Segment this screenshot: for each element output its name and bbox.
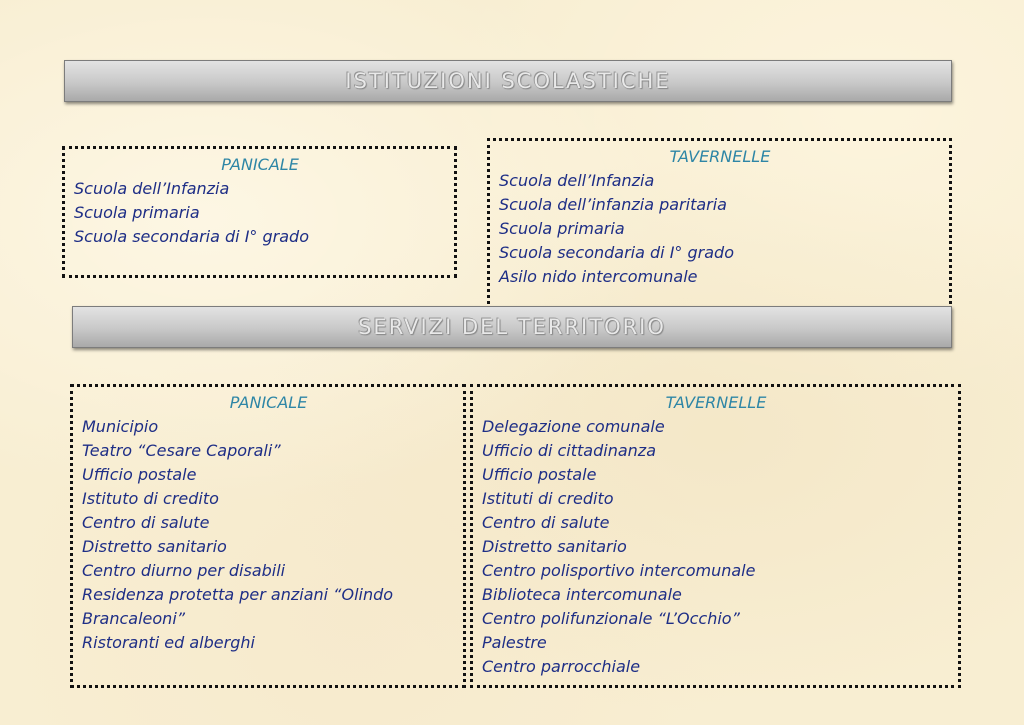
services-panicale-list <box>82 415 455 655</box>
list-item: Scuola dell’infanzia paritaria <box>499 195 727 214</box>
schools-panicale-title: PANICALE <box>221 155 299 174</box>
list-item: Distretto sanitario <box>82 537 227 556</box>
list-item: Distretto sanitario <box>482 537 627 556</box>
list-item: Centro diurno per disabili <box>82 561 286 580</box>
services-panicale-title: PANICALE <box>229 393 308 412</box>
list-item: Scuola dell’Infanzia <box>74 179 230 198</box>
list-item: Ufficio di cittadinanza <box>482 441 656 460</box>
list-item: Teatro “Cesare Caporali” <box>82 441 281 460</box>
services-panicale-box <box>70 384 466 688</box>
schools-tavernelle-list <box>499 169 941 289</box>
list-item: Brancaleoni” <box>82 609 186 628</box>
list-item: Centro polifunzionale “L’Occhio” <box>482 609 740 628</box>
services-tavernelle-box <box>470 384 961 688</box>
list-item: Ufficio postale <box>482 465 597 484</box>
list-item: Scuola primaria <box>74 203 200 222</box>
list-item: Centro polisportivo intercomunale <box>482 561 756 580</box>
list-item: Ristoranti ed alberghi <box>82 633 255 652</box>
list-item: Asilo nido intercomunale <box>499 267 698 286</box>
list-item: Municipio <box>82 417 159 436</box>
list-item: Scuola dell’Infanzia <box>499 171 655 190</box>
schools-panicale-list <box>74 177 446 249</box>
list-item: Istituti di credito <box>482 489 614 508</box>
list-item: Scuola secondaria di I° grado <box>499 243 734 262</box>
schools-tavernelle-title: TAVERNELLE <box>669 147 771 166</box>
list-item: Residenza protetta per anziani “Olindo <box>82 585 394 604</box>
list-item: Istituto di credito <box>82 489 219 508</box>
list-item: Delegazione comunale <box>482 417 665 436</box>
list-item: Ufficio postale <box>82 465 197 484</box>
list-item: Centro di salute <box>482 513 610 532</box>
services-tavernelle-list <box>482 415 950 679</box>
list-item: Palestre <box>482 633 547 652</box>
schools-banner <box>64 60 952 102</box>
schools-panicale-box <box>62 146 457 278</box>
list-item: Biblioteca intercomunale <box>482 585 682 604</box>
list-item: Centro parrocchiale <box>482 657 641 676</box>
list-item: Scuola primaria <box>499 219 625 238</box>
schools-tavernelle-box <box>487 138 952 310</box>
services-banner <box>72 306 952 348</box>
schools-banner-title: ISTITUZIONI SCOLASTICHE <box>345 69 671 93</box>
list-item: Centro di salute <box>82 513 210 532</box>
list-item: Scuola secondaria di I° grado <box>74 227 309 246</box>
services-banner-title: SERVIZI DEL TERRITORIO <box>358 315 666 339</box>
services-tavernelle-title: TAVERNELLE <box>665 393 767 412</box>
